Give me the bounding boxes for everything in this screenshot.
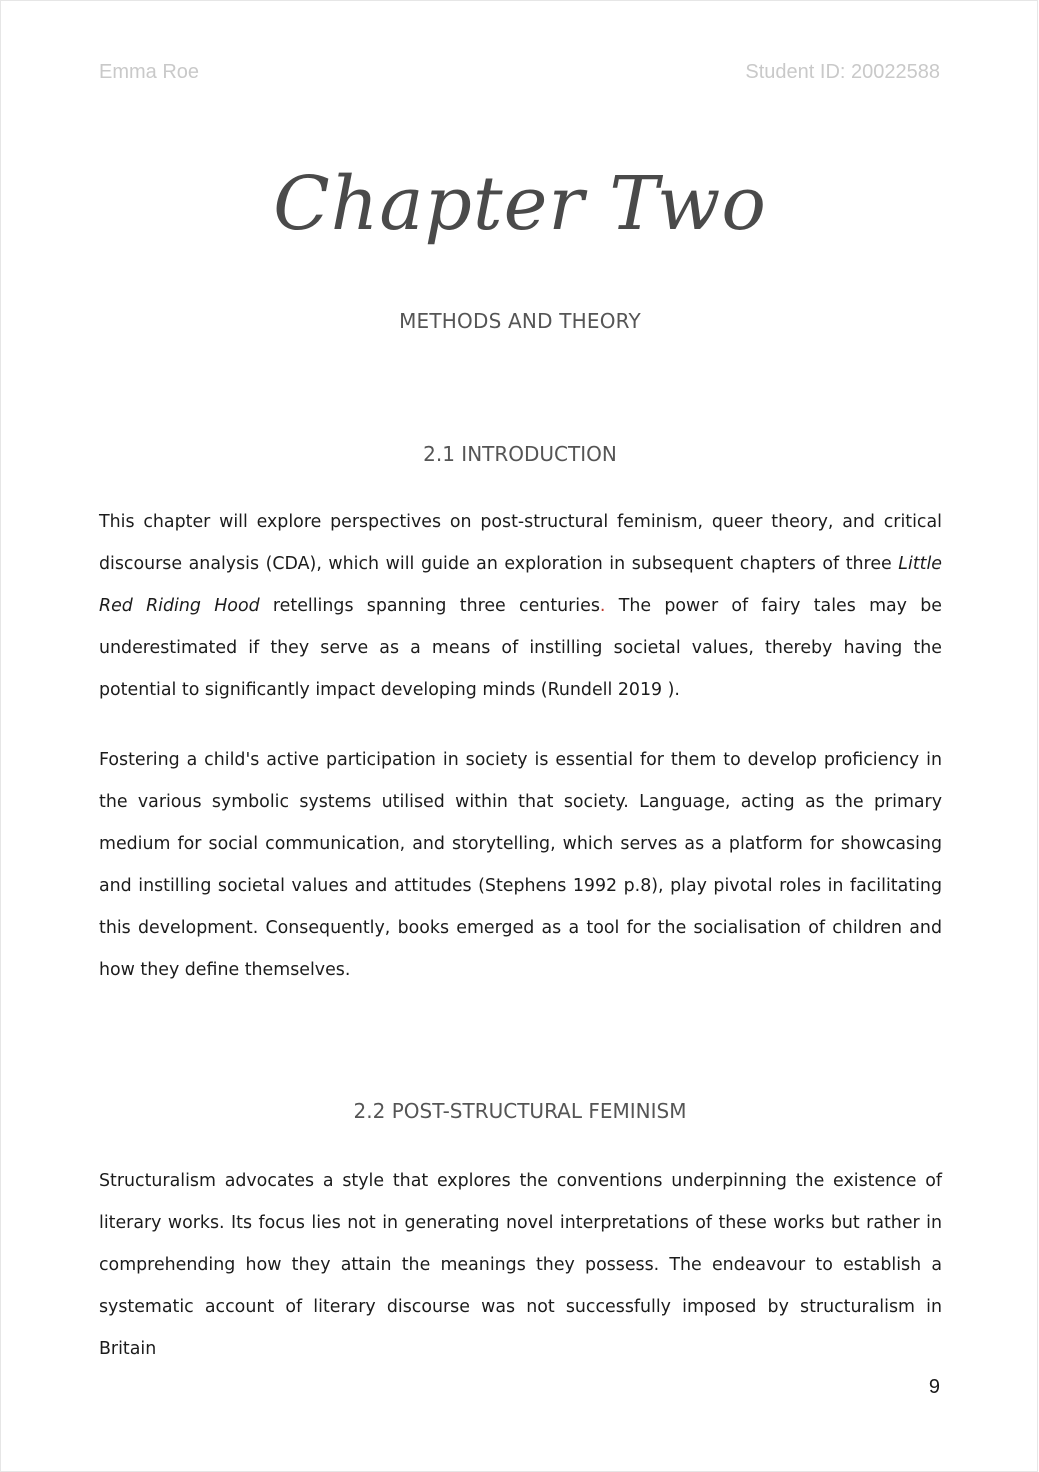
paragraph-text: The power of fairy tales may be underestimated if they serve as a means of instilling societal values, thereby having the potential to significantly impact developing minds (Rundell 2019 ). xyxy=(99,596,942,700)
paragraph-introduction-2: Fostering a child's active participation in society is essential for them to develop proficiency in the various symbolic systems utilised within that society. Language, acting as the primary medium for social communication, and storytelling, which serves as a platform for showcasing and instilling societal values and attitudes (Stephens 1992 p.8), play pivotal roles in facilitating this development. Consequently, books emerged as a tool for the socialisation of children and how they define themselves. xyxy=(99,750,942,980)
paragraph-text: retellings spanning three centuries xyxy=(259,596,600,616)
highlighted-period: . xyxy=(599,596,606,616)
book-title-italic: Little Red Riding Hood xyxy=(99,554,942,616)
header-student-id: Student ID: 20022588 xyxy=(745,61,940,83)
header-author: Emma Roe xyxy=(99,61,200,83)
chapter-title: Chapter Two xyxy=(273,161,767,247)
section-heading-post-structural-feminism: 2.2 POST-STRUCTURAL FEMINISM xyxy=(353,1099,687,1123)
paragraph-post-structural-feminism-1: Structuralism advocates a style that explores the conventions underpinning the existence of literary works. Its focus lies not in generating novel interpretations of these works but rather in comprehending how they attain the meanings they possess. The endeavour to establish a systematic account of literary discourse was not successfully imposed by structuralism in Britain xyxy=(99,1171,942,1359)
paragraph-text: This chapter will explore perspectives on post-structural feminism, queer theory, and critical discourse analysis (CDA), which will guide an exploration in subsequent chapters of three xyxy=(99,512,942,574)
section-heading-introduction: 2.1 INTRODUCTION xyxy=(423,442,617,466)
chapter-subtitle: METHODS AND THEORY xyxy=(399,309,641,333)
paragraph-introduction-1 xyxy=(99,501,942,711)
page-number: 9 xyxy=(928,1376,940,1398)
